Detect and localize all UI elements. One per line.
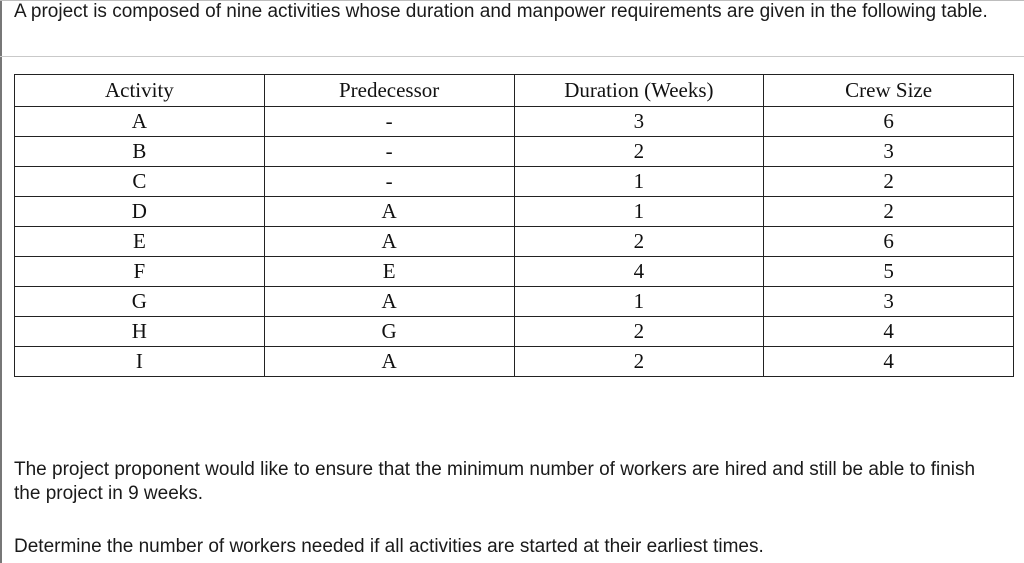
cell-duration: 2 xyxy=(514,137,764,167)
cell-crew-size: 3 xyxy=(764,137,1014,167)
cell-predecessor: - xyxy=(264,167,514,197)
cell-duration: 2 xyxy=(514,227,764,257)
cell-crew-size: 6 xyxy=(764,227,1014,257)
cell-activity: D xyxy=(15,197,265,227)
cell-duration: 3 xyxy=(514,107,764,137)
table-row xyxy=(15,197,1014,227)
cell-duration: 4 xyxy=(514,257,764,287)
cell-activity: A xyxy=(15,107,265,137)
table-row xyxy=(15,347,1014,377)
cell-predecessor: - xyxy=(264,137,514,167)
header-activity: Activity xyxy=(15,75,265,107)
cell-duration: 2 xyxy=(514,317,764,347)
cell-activity: G xyxy=(15,287,265,317)
table-row xyxy=(15,107,1014,137)
cell-crew-size: 2 xyxy=(764,167,1014,197)
header-duration: Duration (Weeks) xyxy=(514,75,764,107)
table-row xyxy=(15,227,1014,257)
section-divider xyxy=(0,56,1024,57)
header-predecessor: Predecessor xyxy=(264,75,514,107)
cell-activity: B xyxy=(15,137,265,167)
cell-predecessor: E xyxy=(264,257,514,287)
cell-activity: H xyxy=(15,317,265,347)
cell-duration: 1 xyxy=(514,197,764,227)
cell-crew-size: 4 xyxy=(764,317,1014,347)
table-row xyxy=(15,137,1014,167)
cell-activity: I xyxy=(15,347,265,377)
cell-activity: E xyxy=(15,227,265,257)
table-header-row xyxy=(15,75,1014,107)
cell-crew-size: 2 xyxy=(764,197,1014,227)
cell-activity: F xyxy=(15,257,265,287)
cell-duration: 1 xyxy=(514,167,764,197)
cell-predecessor: A xyxy=(264,287,514,317)
cell-crew-size: 5 xyxy=(764,257,1014,287)
question-paragraph: Determine the number of workers needed if all activities are started at their earliest times. xyxy=(14,536,764,557)
cell-predecessor: - xyxy=(264,107,514,137)
cell-activity: C xyxy=(15,167,265,197)
table-row xyxy=(15,257,1014,287)
cell-predecessor: A xyxy=(264,347,514,377)
header-crew-size: Crew Size xyxy=(764,75,1014,107)
table-row xyxy=(15,317,1014,347)
cell-duration: 1 xyxy=(514,287,764,317)
goal-paragraph: The project proponent would like to ensure that the minimum number of workers are hired and still be able to finish the project in 9 weeks. xyxy=(14,459,976,504)
cell-crew-size: 4 xyxy=(764,347,1014,377)
cell-predecessor: A xyxy=(264,197,514,227)
intro-paragraph: A project is composed of nine activities whose duration and manpower requirements are given in the following table. xyxy=(14,1,988,22)
activity-table xyxy=(14,74,1014,377)
cell-predecessor: A xyxy=(264,227,514,257)
table-row xyxy=(15,167,1014,197)
table-row xyxy=(15,287,1014,317)
cell-predecessor: G xyxy=(264,317,514,347)
cell-crew-size: 6 xyxy=(764,107,1014,137)
cell-duration: 2 xyxy=(514,347,764,377)
cell-crew-size: 3 xyxy=(764,287,1014,317)
